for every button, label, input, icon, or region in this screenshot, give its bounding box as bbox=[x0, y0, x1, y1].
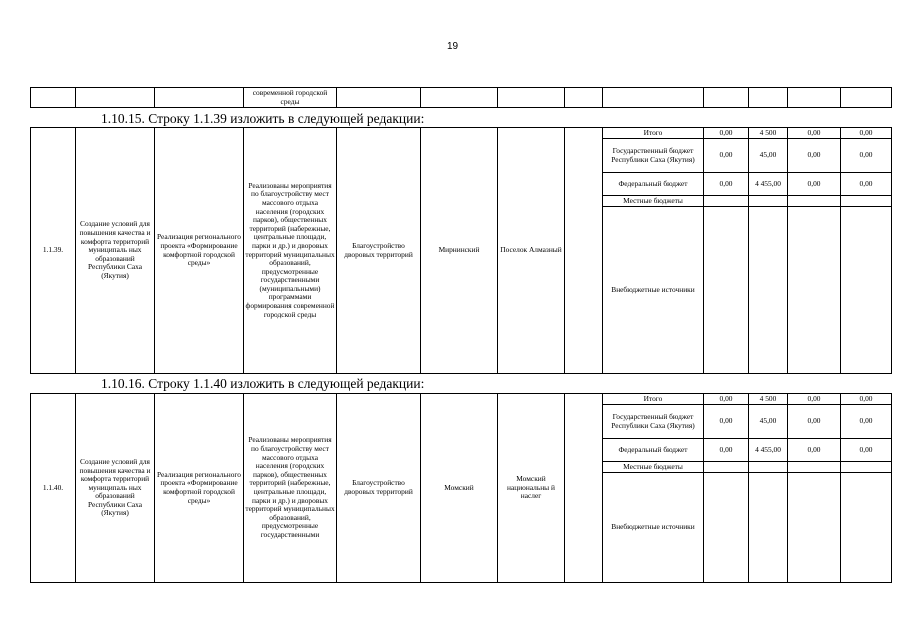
fin-source-extrabudget: Внебюджетные источники bbox=[603, 207, 704, 374]
cell-empty bbox=[565, 394, 603, 583]
row-number: 1.1.40. bbox=[31, 394, 76, 583]
settlement-cell: Поселок Алмазный bbox=[498, 128, 565, 374]
fin-value: 45,00 bbox=[749, 405, 788, 439]
fin-source-republic: Государственный бюджет Республики Саха (Якутия) bbox=[603, 405, 704, 439]
cell-empty bbox=[565, 128, 603, 374]
fin-source-republic: Государственный бюджет Республики Саха (Якутия) bbox=[603, 139, 704, 173]
cell-empty bbox=[565, 88, 603, 108]
fin-value: 0,00 bbox=[704, 128, 749, 139]
fin-value bbox=[788, 473, 841, 583]
fin-source-total: Итого bbox=[603, 128, 704, 139]
fin-value: 0,00 bbox=[841, 405, 892, 439]
cell-empty bbox=[603, 88, 704, 108]
cell-empty bbox=[498, 88, 565, 108]
fin-value: 0,00 bbox=[841, 394, 892, 405]
fin-value: 0,00 bbox=[704, 394, 749, 405]
object-cell: Благоустройство дворовых территорий bbox=[337, 128, 421, 374]
fin-value bbox=[704, 196, 749, 207]
fin-value bbox=[704, 473, 749, 583]
fin-value bbox=[841, 462, 892, 473]
project-cell: Реализация регионального проекта «Формирование комфортной городской среды» bbox=[155, 394, 244, 583]
section-table bbox=[30, 127, 892, 374]
cell-empty bbox=[788, 88, 841, 108]
fin-value: 0,00 bbox=[704, 139, 749, 173]
fin-value: 0,00 bbox=[788, 128, 841, 139]
measure-cell: Реализованы мероприятия по благоустройству мест массового отдыха населения (городских парков), общественных территорий (набережные, центральные площади, парки и др.) и дворовых территорий муниципальных образований, предусмотренные государственными (муниципальными) программами формирования современной городской среды bbox=[244, 128, 337, 374]
cell-empty bbox=[31, 88, 76, 108]
settlement-cell: Момский национальны й наслег bbox=[498, 394, 565, 583]
fin-value: 0,00 bbox=[841, 128, 892, 139]
fin-source-local: Местные бюджеты bbox=[603, 462, 704, 473]
fin-value: 45,00 bbox=[749, 139, 788, 173]
fin-value bbox=[704, 462, 749, 473]
cell-empty bbox=[749, 88, 788, 108]
fin-value bbox=[841, 207, 892, 374]
fin-value: 4 500 bbox=[749, 394, 788, 405]
district-cell: Мирнинский bbox=[421, 128, 498, 374]
fin-value: 0,00 bbox=[704, 405, 749, 439]
fin-value: 4 455,00 bbox=[749, 173, 788, 196]
fin-value bbox=[788, 462, 841, 473]
fin-value: 0,00 bbox=[704, 173, 749, 196]
fin-value bbox=[749, 196, 788, 207]
fin-value bbox=[749, 473, 788, 583]
fin-value: 4 500 bbox=[749, 128, 788, 139]
fin-source-total: Итого bbox=[603, 394, 704, 405]
fin-value: 0,00 bbox=[841, 439, 892, 462]
table-fragment-top bbox=[30, 87, 892, 108]
page-number: 19 bbox=[446, 41, 459, 52]
fin-value: 0,00 bbox=[704, 439, 749, 462]
section-table bbox=[30, 393, 892, 583]
section-heading: 1.10.16. Строку 1.1.40 изложить в следующей редакции: bbox=[101, 376, 425, 391]
cell-empty bbox=[337, 88, 421, 108]
fin-value: 0,00 bbox=[788, 394, 841, 405]
fin-value bbox=[788, 196, 841, 207]
fin-value: 0,00 bbox=[788, 439, 841, 462]
fin-source-extrabudget: Внебюджетные источники bbox=[603, 473, 704, 583]
section-heading: 1.10.15. Строку 1.1.39 изложить в следующей редакции: bbox=[101, 111, 425, 126]
row-number: 1.1.39. bbox=[31, 128, 76, 374]
project-cell: Реализация регионального проекта «Формирование комфортной городской среды» bbox=[155, 128, 244, 374]
district-cell: Момский bbox=[421, 394, 498, 583]
fin-value: 4 455,00 bbox=[749, 439, 788, 462]
object-cell: Благоустройство дворовых территорий bbox=[337, 394, 421, 583]
fin-source-federal: Федеральный бюджет bbox=[603, 173, 704, 196]
fin-source-local: Местные бюджеты bbox=[603, 196, 704, 207]
fin-value bbox=[841, 196, 892, 207]
cell-empty bbox=[841, 88, 892, 108]
cell-empty bbox=[155, 88, 244, 108]
fin-value bbox=[749, 207, 788, 374]
fin-value bbox=[749, 462, 788, 473]
fin-value: 0,00 bbox=[788, 139, 841, 173]
cell-empty bbox=[421, 88, 498, 108]
fin-value: 0,00 bbox=[788, 173, 841, 196]
fin-value: 0,00 bbox=[788, 405, 841, 439]
measure-cell: Реализованы мероприятия по благоустройству мест массового отдыха населения (городских парков), общественных территорий (набережные, центральные площади, парки и др.) и дворовых территорий муниципальных образований, предусмотренные государственными bbox=[244, 394, 337, 583]
fin-value: 0,00 bbox=[841, 173, 892, 196]
cell-empty bbox=[704, 88, 749, 108]
fragment-measure: современной городской среды bbox=[244, 88, 337, 108]
fin-value bbox=[788, 207, 841, 374]
fin-value bbox=[704, 207, 749, 374]
fin-value bbox=[841, 473, 892, 583]
cell-empty bbox=[76, 88, 155, 108]
fin-value: 0,00 bbox=[841, 139, 892, 173]
fin-source-federal: Федеральный бюджет bbox=[603, 439, 704, 462]
goal-cell: Создание условий для повышения качества и комфорта территорий муниципаль ных образований Республики Саха (Якутия) bbox=[76, 394, 155, 583]
goal-cell: Создание условий для повышения качества и комфорта территорий муниципаль ных образований Республики Саха (Якутия) bbox=[76, 128, 155, 374]
